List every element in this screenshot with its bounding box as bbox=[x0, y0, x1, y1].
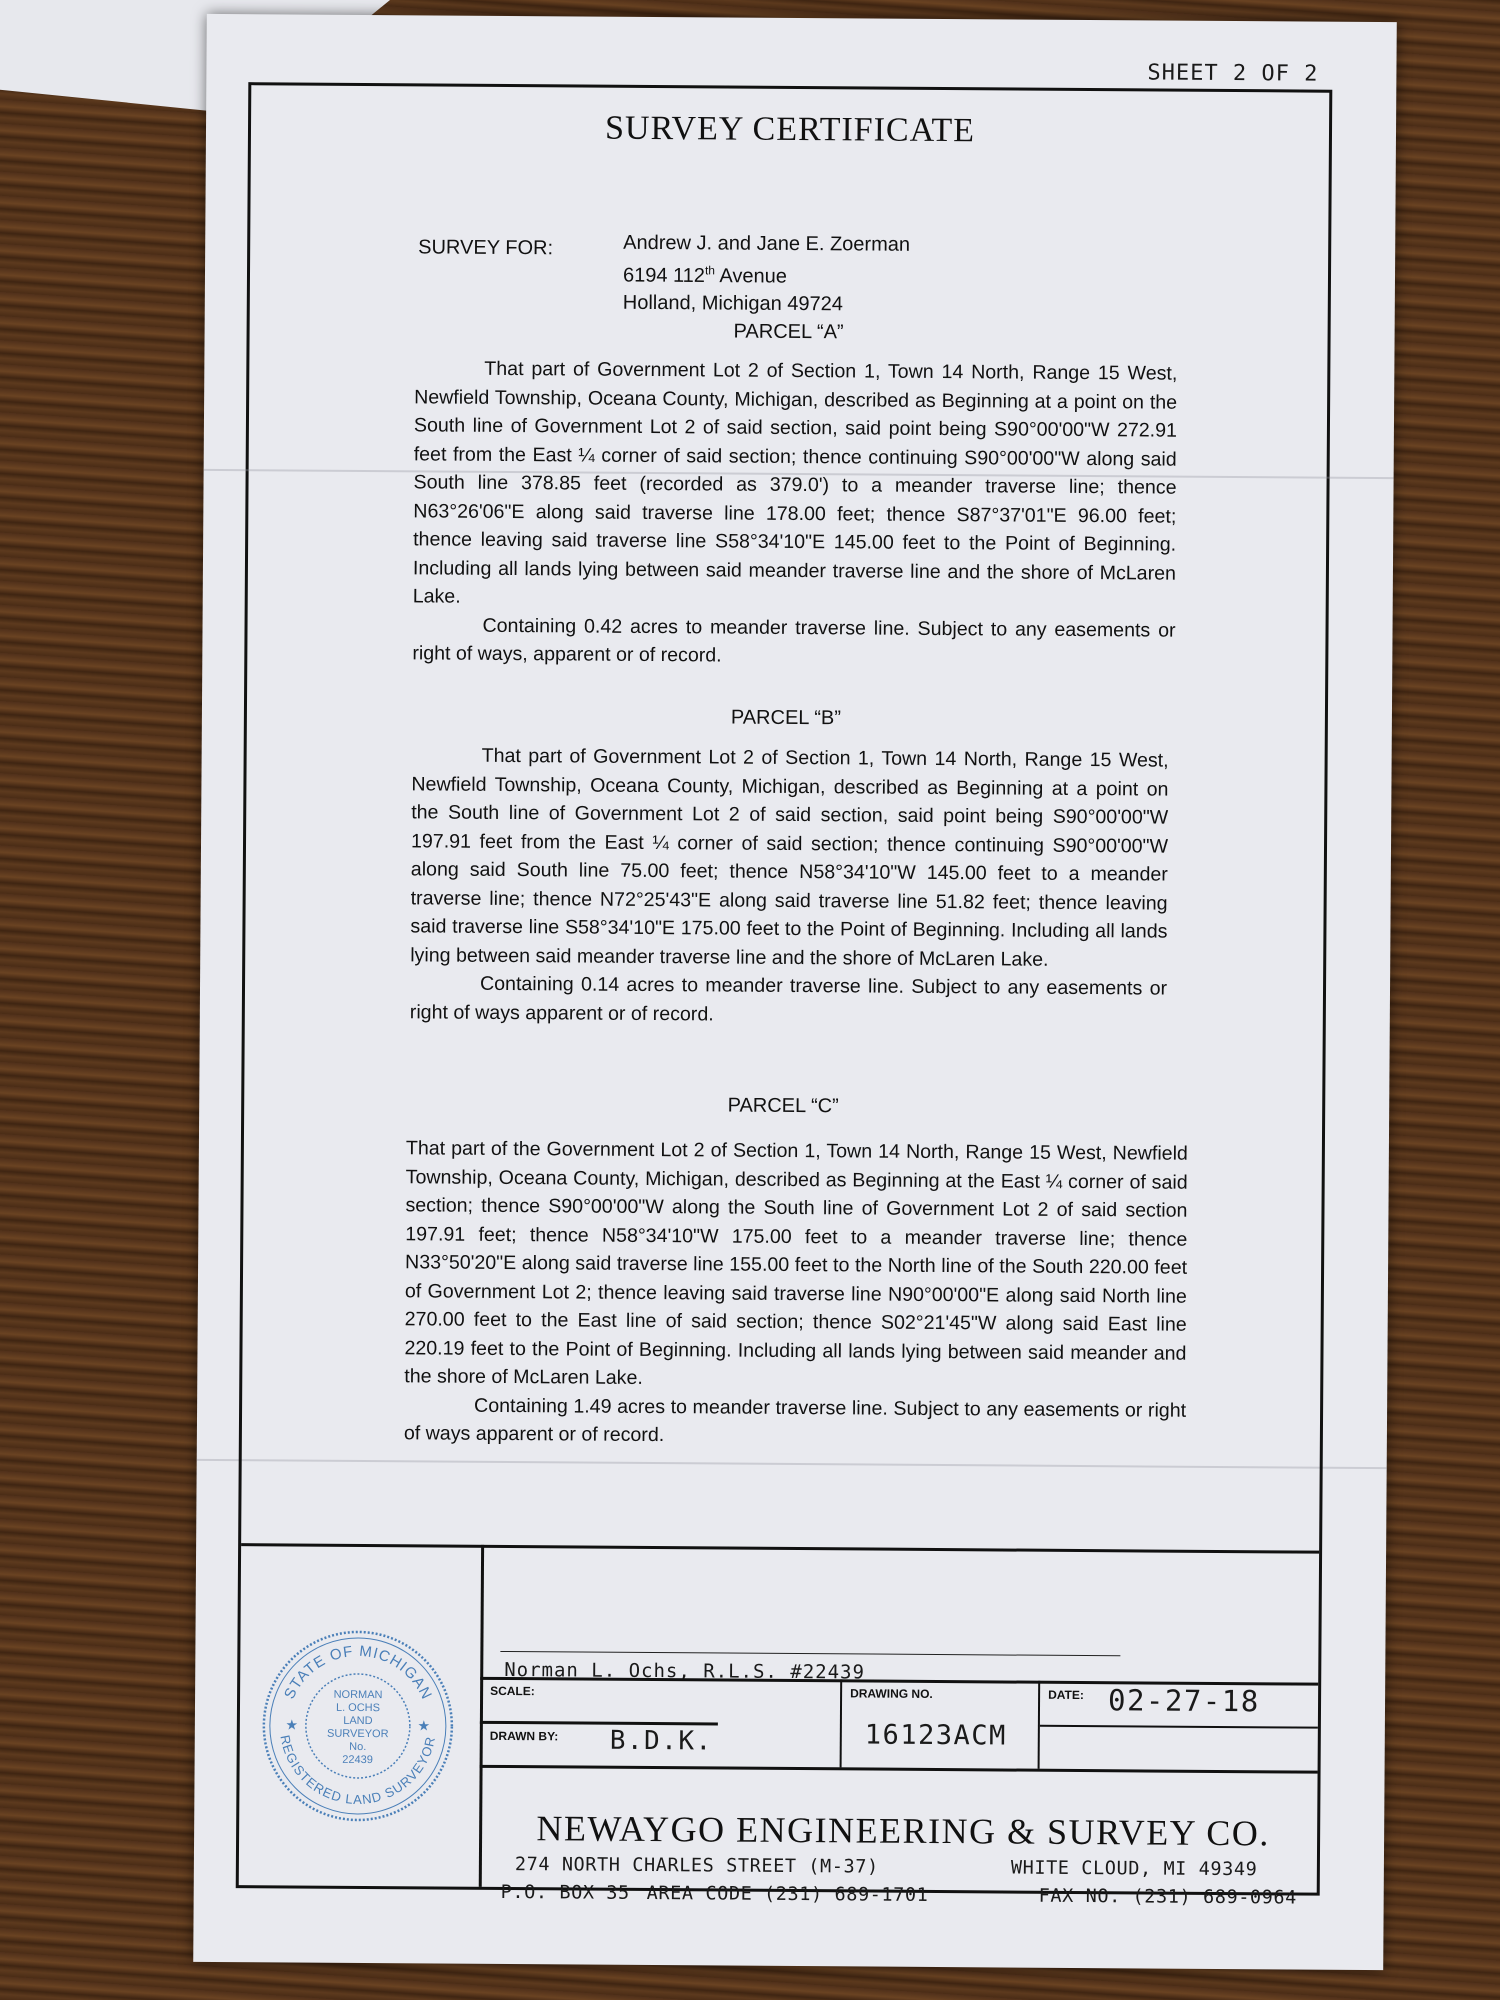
survey-certificate-sheet bbox=[193, 14, 1397, 1970]
page-title: SURVEY CERTIFICATE bbox=[604, 109, 976, 150]
parcel-c-description: That part of the Government Lot 2 of Section 1, Town 14 North, Range 15 West, Newfield Township, Oceana County, Michigan, described as Beginning at the East ¼ corner of said section; thence S90°00'00"W along the South line of Government Lot 2 of said section 197.91 feet; thence N58°34'10"W 175.00 feet to a meander traverse line; thence N33°50'20"E along said traverse line 155.00 feet to the North line of the South 220.00 feet of Government Lot 2; thence leaving said traverse line N90°00'00"E along said North line 270.00 feet to the East line of said section; thence S02°21'45"W along said East line 220.19 feet to the Point of Beginning. Including all lands lying between said meander and the shore of McLaren Lake. bbox=[404, 1137, 1188, 1389]
company-phone: AREA CODE (231) 689-1701 bbox=[646, 1882, 929, 1906]
company-fax: FAX NO. (231) 689-0964 bbox=[1038, 1885, 1298, 1909]
company-street: 274 NORTH CHARLES STREET (M-37) bbox=[514, 1854, 879, 1878]
seal-line-2: L. OCHS bbox=[335, 1701, 381, 1715]
company-po-box: P.O. BOX 35 bbox=[500, 1881, 630, 1904]
drawn-by-value: B.D.K. bbox=[609, 1725, 713, 1757]
drawn-by-label: DRAWN BY: bbox=[489, 1728, 559, 1744]
parcel-b-heading: PARCEL “B” bbox=[730, 706, 842, 730]
signature-line bbox=[500, 1651, 1120, 1656]
parcel-c-text bbox=[404, 1134, 1188, 1453]
client-street-suffix: th bbox=[704, 263, 716, 278]
client-street-name: Avenue bbox=[714, 265, 787, 288]
title-block-seal-divider bbox=[479, 1545, 484, 1887]
seal-outer-bottom-text: REGISTERED LAND SURVEYOR bbox=[277, 1733, 439, 1807]
parcel-a-containing: Containing 0.42 acres to meander traverse line. Subject to any easements or right of ways, apparent or of record. bbox=[412, 614, 1176, 667]
title-block-cell-divider-1 bbox=[840, 1679, 843, 1767]
parcel-c-containing: Containing 1.49 acres to meander traverse line. Subject to any easements or right of ways apparent or of record. bbox=[403, 1394, 1187, 1447]
title-block-cell-divider-2 bbox=[1038, 1681, 1041, 1769]
seal-star-left-icon: ★ bbox=[285, 1716, 299, 1733]
client-street bbox=[623, 257, 1043, 293]
parcel-b-text bbox=[410, 741, 1169, 1031]
company-name: NEWAYGO ENGINEERING & SURVEY CO. bbox=[536, 1808, 1270, 1854]
seal-star-right-icon: ★ bbox=[417, 1717, 431, 1734]
drawing-no-value: 16123ACM bbox=[864, 1719, 1007, 1752]
seal-line-5: No. bbox=[349, 1740, 367, 1754]
parcel-b-containing: Containing 0.14 acres to meander traverse line. Subject to any easements or right of ways apparent or of record. bbox=[409, 972, 1168, 1025]
title-block-divider bbox=[241, 1543, 1319, 1554]
client-name: Andrew J. and Jane E. Zoerman bbox=[623, 231, 911, 256]
title-block-row-scale bbox=[480, 1721, 718, 1726]
client-city: Holland, Michigan 49724 bbox=[622, 291, 844, 315]
seal-line-1: NORMAN bbox=[333, 1688, 383, 1702]
title-block-row-2 bbox=[480, 1765, 1318, 1774]
date-label: DATE: bbox=[1048, 1687, 1084, 1703]
seal-outer-top-text: STATE OF MICHIGAN bbox=[280, 1642, 436, 1703]
date-value: 02-27-18 bbox=[1107, 1683, 1260, 1719]
seal-line-4: SURVEYOR bbox=[326, 1727, 389, 1741]
surveyor-seal bbox=[257, 1625, 458, 1826]
border-frame bbox=[236, 82, 1333, 1909]
drawing-no-label: DRAWING NO. bbox=[850, 1686, 933, 1701]
surveyor-name: Norman L. Ochs, R.L.S. #22439 bbox=[504, 1658, 866, 1684]
parcel-b-description: That part of Government Lot 2 of Section 1, Town 14 North, Range 15 West, Newfield Township, Oceana County, Michigan, described as Beginning at a point on the South line of Government Lot 2 of said section, said point being S90°00'00"W 197.91 feet from the East ¼ corner of said section; thence continuing S90°00'00"W along said South line 75.00 feet; thence N58°34'10"W 145.00 feet to a meander traverse line; thence N72°25'43"E along said traverse line 51.82 feet; thence leaving said traverse line S58°34'10"E 175.00 feet to the Point of Beginning. Including all lands lying between said meander traverse line and the shore of McLaren Lake. bbox=[410, 744, 1169, 971]
client-street-number: 6194 112 bbox=[622, 264, 706, 288]
client-address bbox=[623, 230, 1044, 320]
seal-line-3: LAND bbox=[343, 1714, 373, 1728]
scale-label: SCALE: bbox=[490, 1683, 535, 1699]
survey-for-label: SURVEY FOR: bbox=[418, 236, 554, 260]
parcel-c-heading: PARCEL “C” bbox=[727, 1094, 839, 1118]
parcel-a-heading: PARCEL “A” bbox=[733, 320, 844, 344]
company-city: WHITE CLOUD, MI 49349 bbox=[1010, 1857, 1258, 1881]
sheet-number: SHEET 2 OF 2 bbox=[1147, 60, 1319, 87]
parcel-a-text bbox=[412, 354, 1177, 673]
seal-line-6: 22439 bbox=[342, 1753, 373, 1767]
parcel-a-description: That part of Government Lot 2 of Section 1, Town 14 North, Range 15 West, Newfield Township, Oceana County, Michigan, described as Beginning at a point on the South line of Government Lot 2 of said section, said point being S90°00'00"W 272.91 feet from the East ¼ corner of said section; thence continuing S90°00'00"W along said South line 378.85 feet (recorded as 379.0') to a meander traverse line; thence N63°26'06"E along said traverse line 178.00 feet; thence S87°37'01"E 96.00 feet; thence leaving said traverse line S58°34'10"E 145.00 feet to the Point of Beginning. Including all lands lying between said meander traverse line and the shore of McLaren Lake. bbox=[412, 357, 1178, 608]
title-block-row-date bbox=[1040, 1725, 1318, 1729]
